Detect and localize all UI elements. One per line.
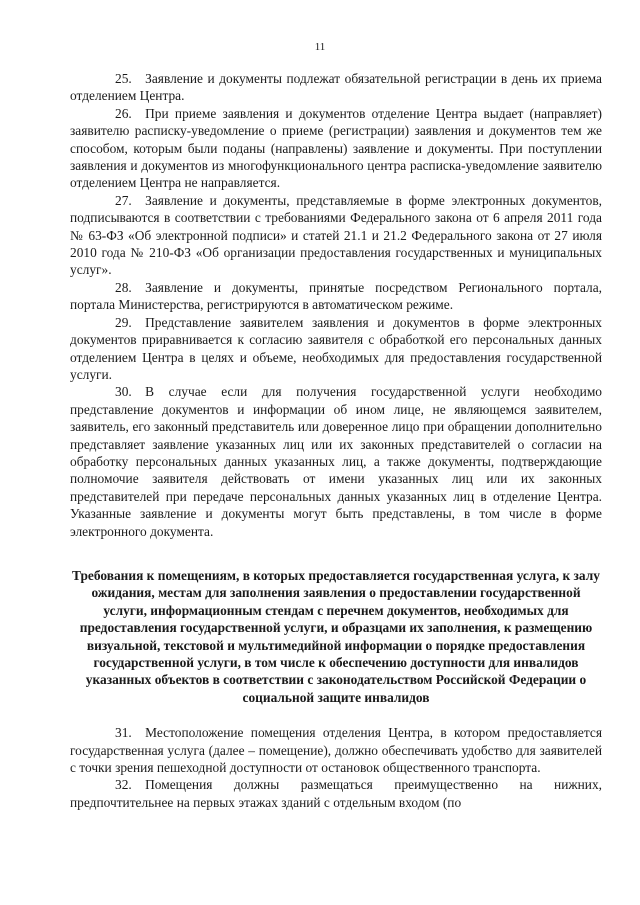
- section-heading: Требования к помещениям, в которых предоставляется государственная услуга, к залу ожидания, местам для заполнения заявления о предоставлении государственной услуги, информационным стендам с перечнем документов, необходимых для предоставления государственной услуги, и образцами их заполнения, к размещению визуальной, текстовой и мультимедийной информации о порядке предоставления государственной услуги, в том числе к обеспечению доступности для инвалидов указанных объектов в соответствии с законодательством Российской Федерации о социальной защите инвалидов: [72, 567, 600, 705]
- paragraph-27: 27. Заявление и документы, представляемые в форме электронных документов, подписываются в соответствии с требованиями Федерального закона от 6 апреля 2011 года № 63-ФЗ «Об электронной подписи» и статей 21.1 и 21.2 Федерального закона от 27 июля 2010 года № 210-ФЗ «Об организации предоставления государственных и муниципальных услуг».: [70, 192, 602, 278]
- page-number: 11: [314, 41, 326, 53]
- paragraph-26: 26. При приеме заявления и документов отделение Центра выдает (направляет) заявителю расписку-уведомление о приеме (регистрации) заявления и документов тем же способом, которым были поданы (направлены) заявление и документы. При поступлении заявления и документов из многофункционального центра расписка-уведомление заявителю отделением Центра не направляется.: [70, 105, 602, 191]
- paragraph-25: 25. Заявление и документы подлежат обязательной регистрации в день их приема отделением Центра.: [70, 71, 602, 104]
- paragraph-29: 29. Представление заявителем заявления и документов в форме электронных документов приравнивается к согласию заявителя с обработкой его персональных данных отделением Центра в целях и объеме, необходимых для предоставления государственной услуги.: [70, 314, 602, 382]
- paragraph-28: 28. Заявление и документы, принятые посредством Регионального портала, портала Министерства, регистрируются в автоматическом режиме.: [70, 279, 602, 313]
- paragraph-32: 32. Помещения должны размещаться преимущественно на нижних, предпочтительнее на первых этажах зданий с отдельным входом (по: [70, 777, 602, 810]
- paragraph-30: 30. В случае если для получения государственной услуги необходимо представление документов и информации об ином лице, не являющемся заявителем, заявитель, его законный представитель или доверенное лицо при обращении дополнительно представляет заявление указанных лиц или их законных представителей о согласии на обработку персональных данных указанных лиц, а также документы, подтверждающие полномочие заявителя действовать от имени указанных лиц или их законных представителей при передаче персональных данных указанных лиц в отделение Центра. Указанные заявление и документы могут быть представлены, в том числе в форме электронного документа.: [70, 384, 602, 539]
- document-body: [70, 70, 602, 811]
- paragraph-31: 31. Местоположение помещения отделения Центра, в котором предоставляется государственная услуга (далее – помещение), должно обеспечивать удобство для заявителей с точки зрения пешеходной доступности от остановок общественного транспорта.: [70, 725, 602, 776]
